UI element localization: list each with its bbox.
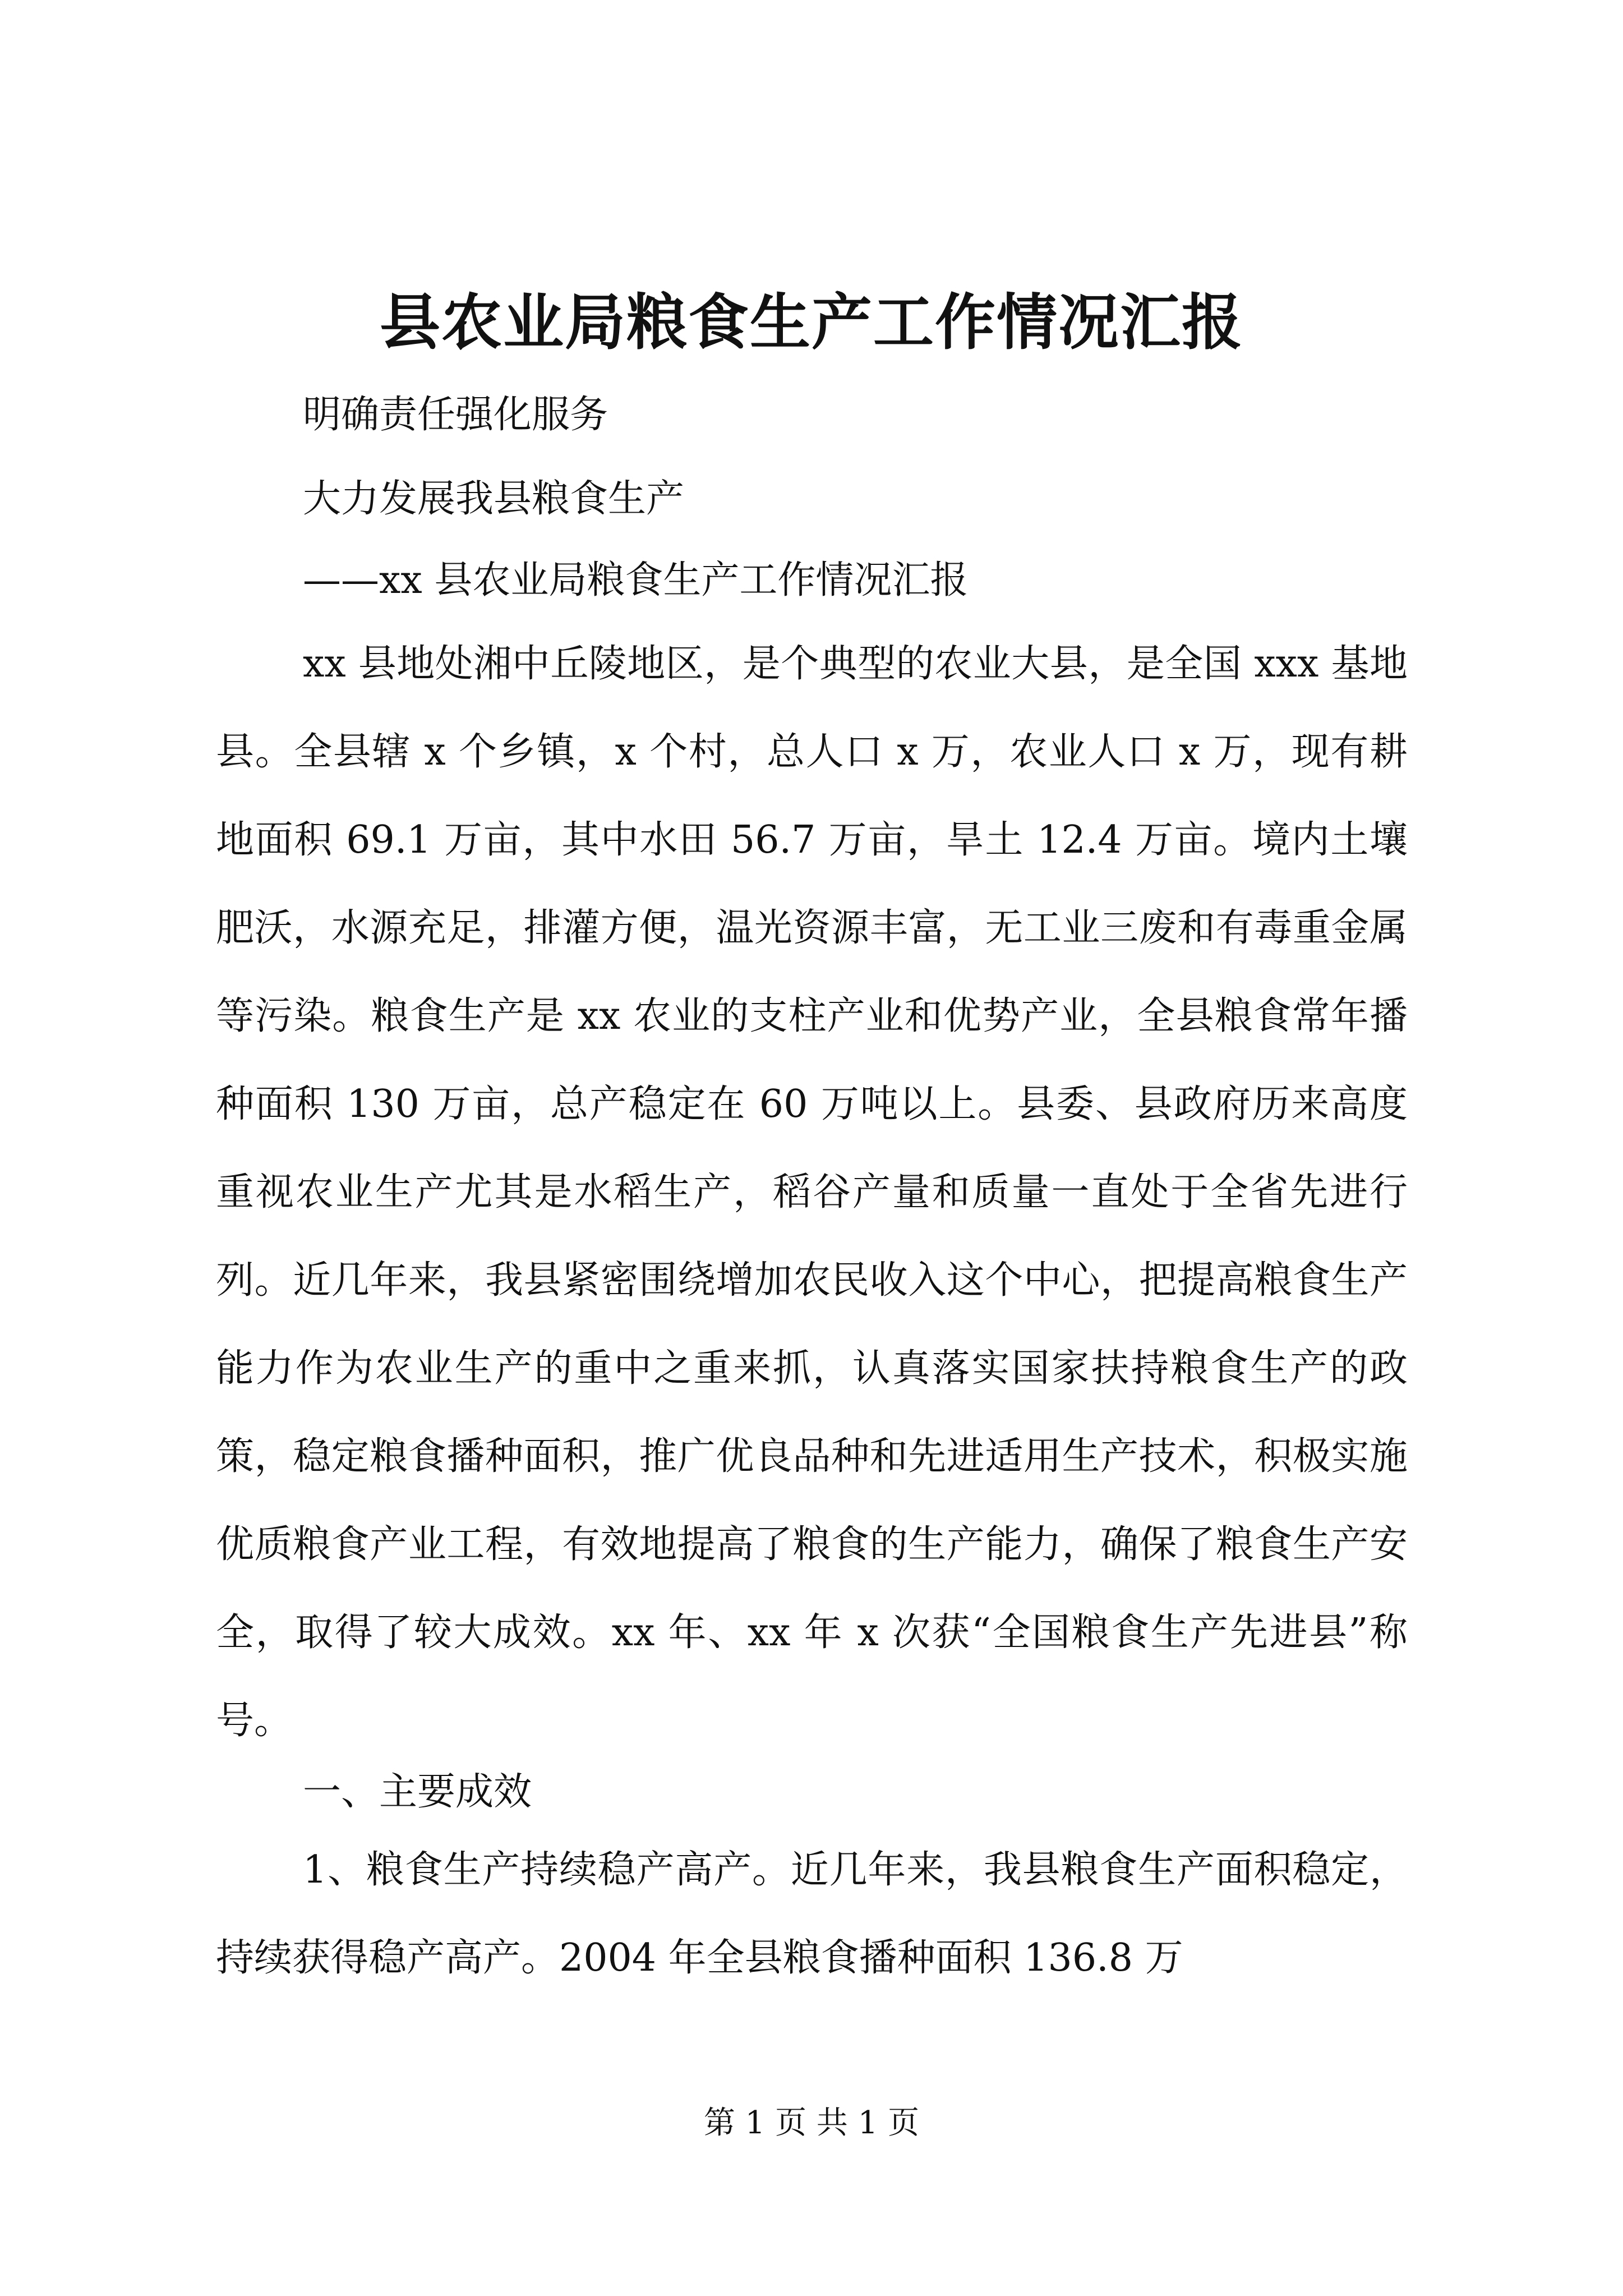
body-paragraph-2: 1、粮食生产持续稳产高产。近几年来，我县粮食生产面积稳定，持续获得稳产高产。2004 年全县粮食播种面积 136.8 万 [216, 1848, 1408, 1980]
subtitle-line-3: ——xx 县农业局粮食生产工作情况汇报 [303, 558, 969, 602]
body-paragraph-1: xx 县地处湘中丘陵地区，是个典型的农业大县，是全国 xxx 基地县。全县辖 x 个乡镇，x 个村，总人口 x 万，农业人口 x 万，现有耕地面积 69.1 万亩，其中水田 56.7 万亩，旱土 12.4 万亩。境内土壤肥沃，水源充足，排灌方便，温光资源丰富，无工业三废和有毒重金属等污染。粮食生产是 xx 农业的支柱产业和优势产业，全县粮食常年播种面积 130 万亩，总产稳定在 60 万吨以上。县委、县政府历来高度重视农业生产尤其是水稻生产，稻谷产量和质量一直处于全省先进行列。近几年来，我县紧密围绕增加农民收入这个中心，把提高粮食生产能力作为农业生产的重中之重来抓，认真落实国家扶持粮食生产的政策，稳定粮食播种面积，推广优良品种和先进适用生产技术，积极实施优质粮食产业工程，有效地提高了粮食的生产能力，确保了粮食生产安全，取得了较大成效。xx 年、xx 年 x 次获“全国粮食生产先进县”称号。 [216, 642, 1408, 1743]
subtitle-line-1: 明确责任强化服务 [303, 393, 608, 437]
section-heading: 一、主要成效 [303, 1770, 532, 1814]
document-title: 县农业局粮食生产工作情况汇报 [379, 287, 1243, 358]
page-footer: 第 1 页 共 1 页 [703, 2105, 920, 2141]
subtitle-line-2: 大力发展我县粮食生产 [303, 477, 685, 521]
